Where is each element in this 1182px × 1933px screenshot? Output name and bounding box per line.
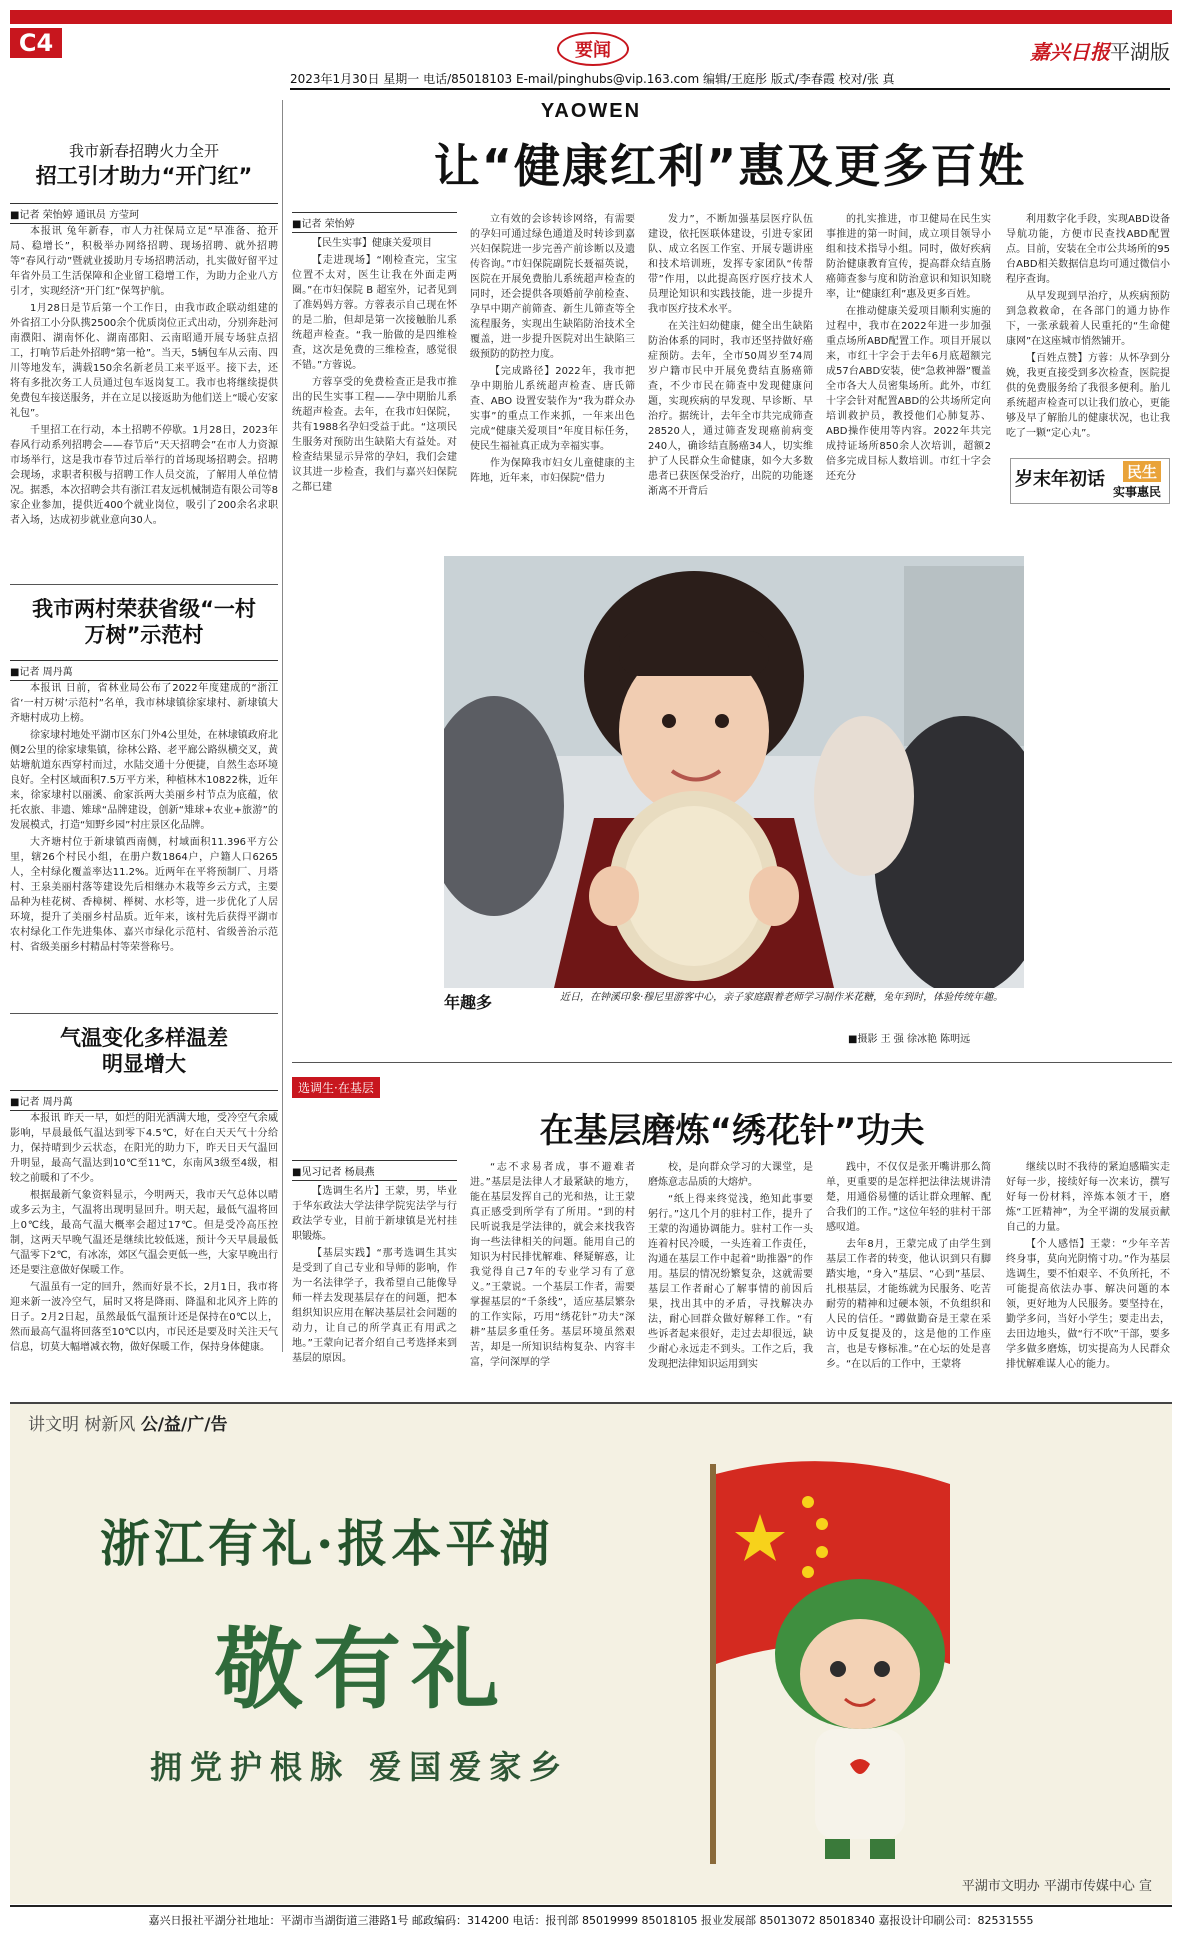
paragraph: 校，是向群众学习的大课堂，是磨炼意志品质的大熔炉。	[648, 1162, 813, 1188]
paragraph: 【完成路径】2022年，我市把孕中期胎儿系统超声检查、唐氏筛查、ABO 设置安装作为“我为群众办实事”的重点工作来抓，一年来出色完成“健康关爱项目”年度目标任务，使民生福祉真正成为幸福实事。	[470, 366, 635, 452]
paragraph: 去年8月，王蒙完成了由学生到基层工作者的转变，他认识到只有脚踏实地，“身入”基层、“心到”基层、扎根基层，才能练就为民服务、吃苦耐劳的精神和过硬本领，不负组织和人民的信任。“蹲做勤奋是王蒙在采访中反复提及的，这是他的工作座言，也是专修标准。”在心坛的处是喜乡。“在以后的工作中，王蒙将	[826, 1239, 991, 1370]
public-service-ad	[10, 1402, 1172, 1904]
ad-tagline: 拥党护根脉 爱国爱家乡	[150, 1748, 570, 1786]
main-byline: ■记者 荣怡婷	[292, 212, 457, 233]
paragraph: 继续以时不我待的紧迫感瞄实走好每一步，接续好每一次来访，撰写好每一份材料，淬炼本领才干，磨炼“工匠精神”，为全平湖的发展贡献自己的力量。	[1006, 1162, 1170, 1233]
top-red-bar	[10, 10, 1172, 24]
brand-edition: 平湖版	[1110, 40, 1170, 64]
paragraph: 【选调生名片】王蒙，男，毕业于华东政法大学法律学院宪法学与行政法学专业，目前于新埭镇是光村挂职锻炼。	[292, 1186, 457, 1242]
sub-col-1	[292, 1184, 457, 1390]
paragraph: 方蓉享受的免费检查正是我市推出的民生实事工程——孕中期胎儿系统超声检查。去年，在我市妇保院，共有1988名孕妇受益于此。“这项民生服务对预防出生缺陷大有益处。对检查结果显示异常的孕妇，我们会建议其进一步检查，我们与嘉兴妇保院之都已建	[292, 377, 457, 493]
page-footer: 嘉兴日报社平湖分社地址：平湖市当湖街道三港路1号 邮政编码：314200 电话：报刊部 85019999 85018105 报业发展部 85013072 85018340 嘉报设计印刷公司：82531555	[10, 1905, 1172, 1933]
story1-headline: 招工引才助力“开门红”	[35, 164, 253, 188]
column-tag: 选调生·在基层	[292, 1077, 380, 1098]
main-col-2	[470, 212, 635, 540]
paragraph: “纸上得来终觉浅，绝知此事要躬行。”这几个月的驻村工作，提升了王蒙的沟通协调能力。驻村工作一头连着村民冷暖，一头连着工作责任，沟通在基层工作中起着“助推器”的作用。基层的情况纷繁复杂，这就需要基层工作者耐心了解事情的前因后果，找出其中的矛盾，寻找解决办法，耐心回群众做好解释工作。“有些诉者起来很好，走过去却很远，缺少耐心永远走不到头。工作之后，我发现把法律知识运用到实	[648, 1194, 813, 1370]
masthead-brand	[1030, 36, 1170, 65]
story1-body	[10, 224, 278, 576]
story2-headline: 我市两村荣获省级“一村万树”示范村	[32, 597, 256, 647]
paragraph: 从早发现到早治疗，从疾病预防到急救救命，在各部门的通力协作下，一张承载着人民重托的“生命健康网”在这座城市悄然铺开。	[1006, 291, 1170, 347]
paragraph: 本报讯 昨天一早，如烂的阳光洒满大地，受冷空气余威影响，早晨最低气温达到零下4.5℃，好在白天天气十分给力，保持晴到少云状态，在阳光的助力下，昨天日天气温回升明显，最高气温达到10℃至11℃，东南风3级至4级，相较之前暖和了不少。	[10, 1113, 278, 1184]
ad-main-slogan: 敬有礼	[215, 1617, 510, 1721]
paragraph: 【个人感悟】王蒙：“少年辛苦终身事，莫向光阴惰寸功。”作为基层选调生，要不怕艰辛、不负所托，不可能提高依法办事、解决问题的本领，更好地为人民服务。要坚持在，勤学多问，当好小学生；要走出去，去田边地头，做“行不吹”干部，要多学多做多磨炼，切实提高为人民群众排忧解难谋人心的能力。	[1006, 1239, 1170, 1370]
sub-headline: 在基层磨炼“绣花针”功夫	[539, 1111, 925, 1151]
paragraph: 的扎实推进，市卫健局在民生实事推进的第一时间，成立项目领导小组和技术指导小组。同时，做好疾病防治健康教育宣传，提高群众结直肠癌筛查参与度和防治意识和知识知晓率，让“健康红利”惠及更多百姓。	[826, 214, 991, 300]
main-col-5	[1006, 212, 1170, 452]
paragraph: 践中，不仅仅是张开嘴讲那么简单，更重要的是怎样把法律法规讲清楚，用通俗易懂的话让群众理解、配合我们的工作。”这位年轻的驻村干部感叹道。	[826, 1162, 991, 1233]
story3-byline: ■记者 周丹萬	[10, 1090, 278, 1111]
paragraph: “志不求易者成，事不避难者进。”基层是法律人才最紧缺的地方，能在基层发挥自己的光和热，让王蒙真正感受到所学有了所用。“到的村民听说我是学法律的，就会来找我咨询一些法律相关的问题。能用自己的知识为村民排忧解难、释疑解惑，让我觉得自己7年的专业学习有了意义。”王蒙说。一个基层工作者，需要掌握基层的“千条线”，适应基层繁杂的工作实际，巧用“绣花针”功夫“深耕”基层多重任务。基层环境虽然艰苦，却是一所知识结构复杂、内容丰富，学问深厚的学	[470, 1162, 635, 1368]
main-col-4	[826, 212, 991, 540]
flag-mascot-illustration	[650, 1444, 1010, 1864]
main-headline: 让“健康红利”惠及更多百姓	[433, 139, 1027, 193]
photo-credit: ■摄影 王 强 徐冰艳 陈明远	[848, 1034, 971, 1045]
dateline: 2023年1月30日 星期一 电话/85018103 E-mail/pinghubs@vip.163.com 编辑/王庭彤 版式/李春霞 校对/张 真	[290, 72, 895, 86]
section-badge: 要闻	[557, 32, 629, 66]
ad-slogan: 讲文明 树新风	[28, 1415, 136, 1435]
paragraph: 徐家埭村地处平湖市区东门外4公里处，在林埭镇政府北侧2公里的徐家埭集镇，徐林公路、老平廊公路纵横交叉，黄姑塘航道东西穿村而过，水陆交通十分便捷，自然生态环境良好。全村区域面积7.5万平方米，种植林木10822株，近年来，徐家埭村以丽溪、俞家浜两大美丽乡村节点为底蕴，依托农旅、非遗、雉球“品牌建设，创新“雉球+农业+旅游”的发展模式，打造“知野乡园”村庄景区化品牌。	[10, 730, 278, 831]
ad-title: 浙江有礼·报本平湖	[100, 1514, 554, 1573]
paragraph: 千里招工在行动，本土招聘不停歇。1月28日，2023年春风行动系列招聘会——春节后“天天招聘会”在市人力资源市场举行，这是我市春节过后举行的首场现场招聘会。招聘会现场，求职者积极与招聘工作人员交流，了解用人单位情况。据悉，本次招聘会共有浙江君友远机械制造有限公司等8家企业参加，提供近400个就业岗位，吸引了200余名求职者入场，达成初步就业意向30人。	[10, 425, 278, 526]
paragraph: 根据最新气象资料显示，今明两天，我市天气总体以晴或多云为主，气温将出现明显回升。明天起，最低气温将回上0℃线，最高气温大概率会超过17℃。但是受冷高压控制，这两天早晚气温还是继续比较低迷，预计今天早晨最低气温零下2℃，有冰冻，郊区气温会更低一些，大家早晚出行还是要注意做好保暖工作。	[10, 1190, 278, 1276]
story2-byline: ■记者 周丹萬	[10, 660, 278, 681]
paragraph: 发力”，不断加强基层医疗队伍建设，依托医联体建设，引进专家团队、成立名医工作室、开展专题讲座和技术培训班，发挥专家团队“传帮带”作用，以此提高医疗医疗技术人员理论知识和实践技能，进一步提升我市医疗技术水平。	[648, 214, 813, 315]
series-logo-box	[1010, 458, 1170, 504]
sub-col-3	[648, 1160, 813, 1390]
news-photo	[444, 556, 1024, 988]
paragraph: 大齐塘村位于新埭镇西南侧，村域面积11.396平方公里，辖26个村民小组，在册户数1864户，户籍人口6265人，全村绿化覆盖率达11.2%。近两年在平将预制厂、月塔村、王泉美丽村落等建设先后相继办木栽等乡云方式，主要品种为桂花树、香樟树、榉树、水杉等，进一步优化了人居环境，提升了美丽乡村品质。近年来，该村先后获得平湖市农村绿化工作先进集体、嘉兴市绿化示范村、省级善治示范村、省级美丽乡村精品村等荣誉称号。	[10, 837, 278, 953]
story3-body	[10, 1111, 278, 1394]
story1-subtitle: 我市新春招聘火力全开	[68, 142, 219, 160]
story-divider	[10, 584, 278, 585]
paragraph: 【基层实践】“那考选调生其实是受到了自己专业和导师的影响，作为一名法律学子，我希望自己能像导师一样去发现基层存在的问题，把本组织知识应用在解决基层社会问题的动力，让自己的所学真正有用武之地。”王蒙向记者介绍自己考选择来到基层的原因。	[292, 1248, 457, 1364]
series-title: 岁末年初话	[1015, 469, 1105, 490]
girl-with-rice-cake-photo	[444, 556, 1024, 988]
photo-caption: 近日，在钟溪印象·穆尼里游客中心，亲子家庭跟着老师学习制作米花糖，兔年到时，体验传统年趣。	[560, 992, 1004, 1003]
main-col-3	[648, 212, 813, 540]
series-tag: 民生	[1123, 461, 1161, 482]
paragraph: 【走进现场】“刚检查完，宝宝位置不太对，医生让我在外面走两圈。”在市妇保院 B 超室外，记者见到了准妈妈方蓉。方蓉表示自己现在怀的是二胎，但却是第一次接触胎儿系统超声检查。“我一胎做的是四维检查，这次是免费的三维检查，感觉很不错。”方蓉说。	[292, 255, 457, 371]
main-col-1	[292, 236, 457, 540]
paragraph: 本报讯 日前，省林业局公布了2022年度建成的“浙江省‘一村万树’示范村”名单，我市林埭镇徐家埭村、新埭镇大齐塘村成功上榜。	[10, 683, 278, 724]
paragraph: 【民生实事】健康关爱项目	[312, 238, 432, 249]
brand-name: 嘉兴日报	[1030, 40, 1110, 64]
story3-headline: 气温变化多样温差明显增大	[60, 1026, 228, 1076]
section-english: YAOWEN	[540, 100, 642, 122]
paragraph: 利用数字化手段，实现ABD设备导航功能，方便市民查找ABD配置点。目前，安装在全市公共场所的95台ABD相关数据信息均可通过微信小程序查询。	[1006, 214, 1170, 285]
paragraph: 在推动健康关爱项目顺利实施的过程中，我市在2022年进一步加强重点场所ABD配置工作。项目开展以来，市红十字会于去年6月底超额完成57台ABD安装，使“急救神器”覆盖全市各大人员密集场所。此外，市红十字会针对配置ABD的公共场所定向培训救护员，教授他们心肺复苏、ABD操作使用等内容。2022年共完成持证场所850余人次培训，超额2倍多完成目标人数培训。市红十字会还充分	[826, 306, 991, 482]
paragraph: 在关注妇幼健康，健全出生缺陷防治体系的同时，我市还坚持做好癌症预防。去年，全市50周岁至74周岁户籍市民中开展免费结直肠癌筛查，不少市民在筛查中发现健康问题，实现疾病的早发现、早诊断、早治疗。据统计，去年全市共完成筛查28520人，通过筛查发现癌前病变240人，确诊结直肠癌34人，切实维护了人民群众生命健康，如今大多数患者已获医保受治疗，出院的功能逐渐离不开背后	[648, 321, 813, 497]
series-subtitle: 实事惠民	[1112, 485, 1161, 499]
story2-body	[10, 681, 278, 1005]
ad-sponsor: 平湖市文明办 平湖市传媒中心 宣	[961, 1879, 1152, 1894]
paragraph: 作为保障我市妇女儿童健康的主阵地，近年来，市妇保院“借力	[470, 458, 635, 484]
column-divider	[282, 100, 283, 1352]
story-divider	[10, 1013, 278, 1014]
paragraph: 1月28日是节后第一个工作日，由我市政企联动组建的外省招工小分队携2500余个优质岗位正式出动，分别奔赴河南濮阳、湖南怀化、湖南邵阳、云南昭通开展专场驻点招工，打响节后赴外招聘“第一枪”。当天，5辆包车从云南、四川等地发车，满载150余名新老员工来平返平。接下去，还将有多批次务工人员通过包车返岗复工。我市也将继续提供免费包车接送服务，并在立足以接返助为他们送上“暖心安家礼包”。	[10, 303, 278, 419]
page-number: C4	[10, 28, 62, 58]
sub-col-4	[826, 1160, 991, 1390]
paragraph: 气温虽有一定的回升，然而好景不长，2月1日，我市将迎来新一波冷空气，届时又将是降雨、降温和北风齐上阵的日子。2月2日起，虽然最低气温预计还是保持在0℃以上，然而最高气温将回落至10℃以内，市民还是要及时关注天气信息，切莫大幅增减衣物，做好保暖工作，保持身体健康。	[10, 1282, 278, 1353]
paragraph: 立有效的会诊转诊网络，有需要的孕妇可通过绿色通道及时转诊到嘉兴妇保院进一步完善产前诊断以及遗传咨询。”市妇保院副院长聂福英说，医院在开展免费胎儿系统超声检查的同时，还会提供各项婚前孕前检查、孕早中期产前筛查、新生儿筛查等全流程服务，实现出生缺陷防治技术全覆盖，进一步提升医院对出生缺陷三级预防的防控力度。	[470, 214, 635, 360]
header-rule	[290, 88, 1170, 90]
ad-header	[28, 1410, 227, 1435]
sub-col-2	[470, 1160, 635, 1390]
sub-col-5	[1006, 1160, 1170, 1390]
paragraph: 【百姓点赞】方蓉：从怀孕到分娩，我更直接受到多次检查，医院提供的免费服务给了我很多便利。胎儿系统超声检查可以让我们放心，更能够及早了解胎儿的健康状况，也让我吃了一颗“定心丸”。	[1006, 353, 1170, 439]
paragraph: 本报讯 兔年新春，市人力社保局立足“早准备、抢开局、稳增长”，积极举办网络招聘、现场招聘、就外招聘等“春风行动”暨就业援助月专场招聘活动，扎实做好留平过年省外员工生活保障和企业留工稳增工作，为助力企业八方引才，实现经济“开门红”保驾护航。	[10, 226, 278, 297]
story1-byline: ■记者 荣怡婷 通讯员 方莹珂	[10, 203, 278, 224]
section-divider	[292, 1062, 1172, 1063]
ad-type: 公/益/广/告	[140, 1415, 228, 1435]
photo-label: 年趣多	[444, 993, 493, 1012]
sub-byline: ■见习记者 杨晨燕	[292, 1160, 457, 1181]
